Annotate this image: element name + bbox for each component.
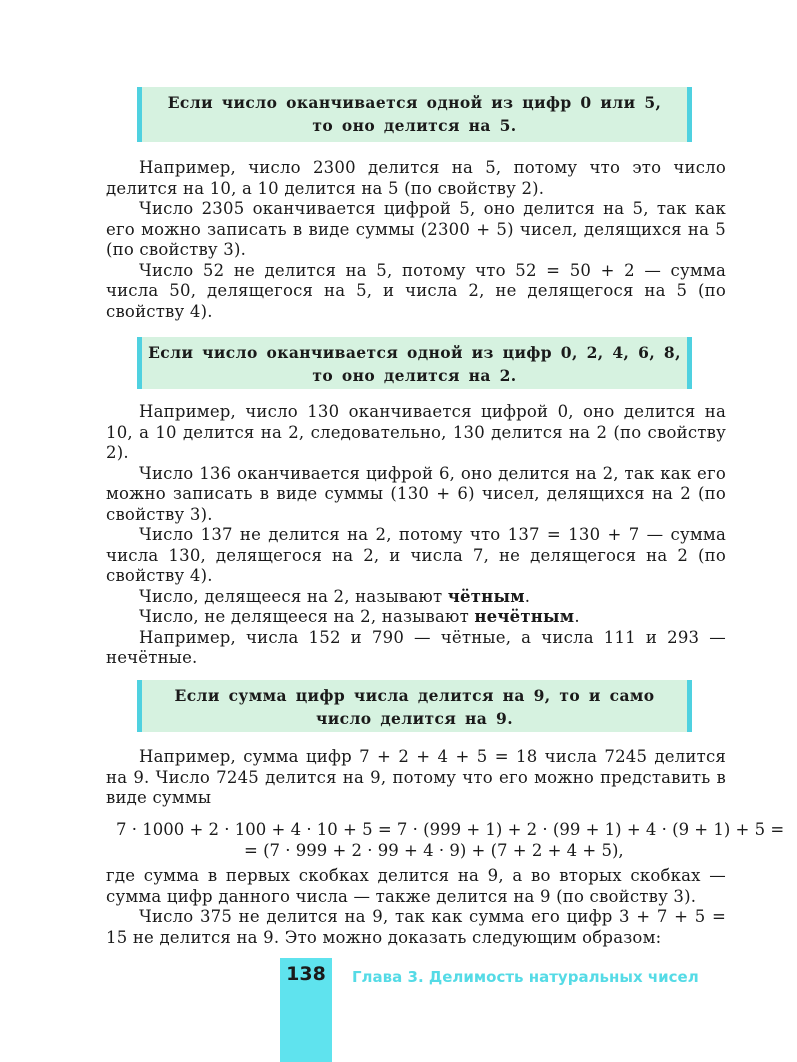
rule-line: Если сумма цифр числа делится на 9, то и само (174, 686, 655, 705)
page-number: 138 (286, 963, 326, 985)
rule-line: то оно делится на 5. (312, 116, 517, 135)
paragraph: Число 52 не делится на 5, потому что 52 = 50 + 2 — сумма числа 50, делящегося на 5, и числа 2, не делящегося на 5 (по свойству 4). (106, 260, 726, 321)
paragraph: Например, число 130 оканчивается цифрой 0, оно делится на 10, а 10 делится на 2, следовательно, 130 делится на 2 (по свойству 2). (106, 402, 726, 462)
paragraph: Число 2305 оканчивается цифрой 5, оно делится на 5, так как его можно записать в виде суммы (2300 + 5) чисел, делящихся на 5 (по свойству 3). (106, 199, 726, 259)
rule-line: число делится на 9. (315, 709, 513, 728)
section-divisibility-9-intro (106, 747, 726, 809)
rule-line: то оно делится на 2. (312, 366, 517, 385)
odd-definition: Число, не делящееся на 2, называют нечётным. (139, 607, 580, 626)
paragraph: Например, число 2300 делится на 5, потому что это число делится на 10, а 10 делится на 5 (по свойству 2). (106, 158, 726, 198)
chapter-title: Глава 3. Делимость натуральных чисел (352, 968, 699, 986)
paragraph: Число 136 оканчивается цифрой 6, оно делится на 2, так как его можно записать в виде суммы (130 + 6) чисел, делящихся на 2 (по свойству 3). (106, 463, 726, 524)
section-divisibility-2-examples (106, 402, 726, 669)
rule-line: Если число оканчивается одной из цифр 0 или 5, (167, 93, 662, 112)
rule-box-divisible-by-5 (137, 87, 692, 142)
section-divisibility-5-examples (106, 158, 726, 322)
section-divisibility-9-after (106, 866, 726, 948)
rule-box-divisible-by-2 (137, 337, 692, 389)
paragraph: Например, числа 152 и 790 — чётные, а числа 111 и 293 — нечётные. (106, 627, 726, 667)
term-odd: нечётным (474, 607, 575, 626)
term-even: чётным (447, 586, 525, 606)
paragraph: Число 375 не делится на 9, так как сумма его цифр 3 + 7 + 5 = 15 не делится на 9. Это можно доказать следующим образом: (106, 907, 726, 947)
rule-line: Если число оканчивается одной из цифр 0, 2, 4, 6, 8, (148, 343, 681, 362)
formula-line: 7 · 1000 + 2 · 100 + 4 · 10 + 5 = 7 · (999 + 1) + 2 · (99 + 1) + 4 · (9 + 1) + 5 = (116, 820, 785, 839)
formula-block (106, 819, 785, 861)
paragraph: Число 137 не делится на 2, потому что 137 = 130 + 7 — сумма числа 130, делящегося на 2, и числа 7, не делящегося на 2 (по свойству 4). (106, 525, 726, 585)
rule-box-divisible-by-9 (137, 680, 692, 732)
even-definition: Число, делящееся на 2, называют чётным. (139, 586, 531, 606)
paragraph: где сумма в первых скобках делится на 9, а во вторых скобках — сумма цифр данного числа — также делится на 9 (по свойству 3). (106, 866, 726, 906)
formula-line: = (7 · 999 + 2 · 99 + 4 · 9) + (7 + 2 + 4 + 5), (244, 841, 624, 860)
paragraph: Например, сумма цифр 7 + 2 + 4 + 5 = 18 числа 7245 делится на 9. Число 7245 делится на 9, потому что его можно представить в виде суммы (106, 747, 726, 807)
